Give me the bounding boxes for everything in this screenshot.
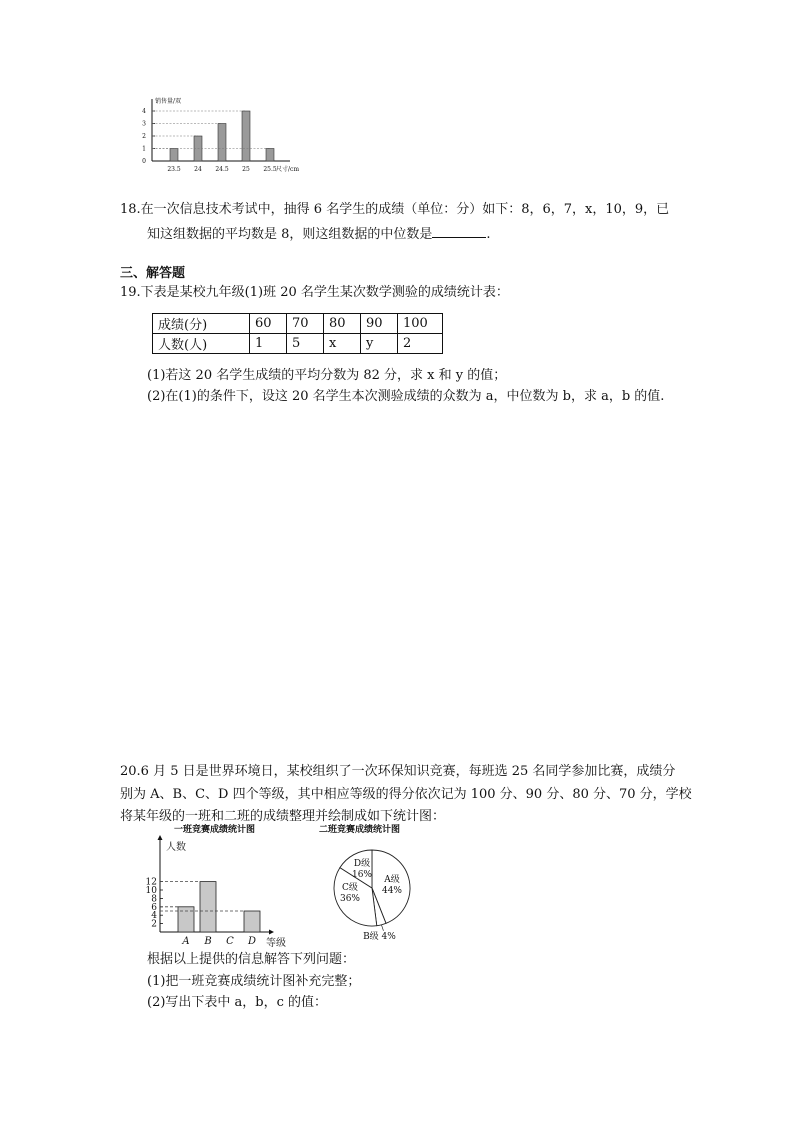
slice-c-pct: 36% bbox=[339, 894, 361, 904]
x-tick-label: A bbox=[182, 936, 190, 947]
table-cell: 100 bbox=[398, 314, 443, 334]
q20-after2: (1)把一班竞赛成绩统计图补充完整； bbox=[147, 974, 361, 989]
table-cell: 成绩(分) bbox=[153, 314, 250, 334]
section-title: 三、解答题 bbox=[120, 266, 186, 281]
q19-part2: (2)在(1)的条件下，设这 20 名学生本次测验成绩的众数为 a，中位数为 b，求 a，b 的值. bbox=[147, 389, 665, 404]
x-tick-label: D bbox=[247, 936, 257, 947]
q20-line1: 20.6 月 5 日是世界环境日，某校组织了一次环保知识竞赛，每班选 25 名同学参加比赛，成绩分 bbox=[120, 764, 676, 779]
x-axis-arrow bbox=[269, 930, 274, 935]
class2-chart-title: 二班竞赛成绩统计图 bbox=[319, 825, 401, 835]
y-axis-label: 人数 bbox=[166, 842, 186, 853]
y-axis-label: 销售量/双 bbox=[155, 98, 182, 105]
slice-a-label: A级 bbox=[384, 875, 400, 885]
bar bbox=[266, 149, 274, 162]
y-tick-label: 6 bbox=[151, 902, 157, 913]
class1-bar-chart bbox=[140, 822, 300, 948]
table-cell: y bbox=[361, 334, 398, 354]
x-tick-label: 23.5 bbox=[167, 166, 181, 173]
slice-d-pct: 16% bbox=[351, 870, 373, 880]
table-row bbox=[153, 314, 443, 334]
y-tick-label: 2 bbox=[151, 919, 157, 930]
x-axis-label: 尺寸/cm bbox=[276, 166, 300, 173]
bar bbox=[170, 149, 178, 162]
bar bbox=[178, 907, 194, 932]
y-tick-label: 8 bbox=[151, 894, 157, 905]
slice-c-label: C级 bbox=[342, 883, 358, 893]
q19-part1: (1)若这 20 名学生成绩的平均分数为 82 分，求 x 和 y 的值； bbox=[147, 368, 507, 383]
x-tick-label: 24.5 bbox=[215, 166, 229, 173]
y-tick-label: 4 bbox=[142, 108, 146, 115]
x-axis-label: 等级 bbox=[266, 938, 286, 948]
y-tick-label: 10 bbox=[145, 886, 157, 896]
q20-line2: 别为 A、B、C、D 四个等级，其中相应等级的得分依次记为 100 分、90 分、80 分、70 分，学校 bbox=[120, 787, 692, 802]
q18-line1: 18.在一次信息技术考试中，抽得 6 名学生的成绩（单位：分）如下：8，6，7，x，10，9，已 bbox=[120, 202, 670, 217]
q18-line2-end: . bbox=[486, 227, 491, 242]
callout-line bbox=[381, 925, 383, 931]
y-axis-arrow bbox=[158, 835, 163, 840]
table-cell: 70 bbox=[287, 314, 324, 334]
bar bbox=[200, 882, 216, 932]
answer-blank bbox=[432, 223, 486, 238]
q20-after3: (2)写出下表中 a，b，c 的值： bbox=[147, 995, 328, 1010]
q20-after1: 根据以上提供的信息解答下列问题： bbox=[147, 952, 356, 967]
q18-line2-text: 知这组数据的平均数是 8，则这组数据的中位数是 bbox=[147, 227, 433, 242]
bar bbox=[242, 111, 250, 161]
table-cell: 1 bbox=[250, 334, 287, 354]
bar bbox=[244, 911, 260, 932]
slice-d-label: D级 bbox=[353, 859, 371, 869]
x-tick-label: 24 bbox=[194, 166, 202, 173]
x-tick-label: 25 bbox=[242, 166, 250, 173]
table-row bbox=[153, 334, 443, 354]
x-tick-label: 25.5 bbox=[263, 166, 277, 173]
y-tick-label: 2 bbox=[142, 133, 146, 140]
y-tick-label: 1 bbox=[142, 145, 146, 153]
q18-line2 bbox=[147, 223, 491, 245]
x-tick-label: B bbox=[204, 936, 212, 947]
x-tick-label: C bbox=[226, 936, 234, 947]
table-cell: 60 bbox=[250, 314, 287, 334]
y-tick-label: 12 bbox=[145, 877, 157, 888]
q20-line3: 将某年级的一班和二班的成绩整理并绘制成如下统计图： bbox=[120, 809, 446, 824]
slice-a-pct: 44% bbox=[381, 886, 403, 896]
y-tick-label: 3 bbox=[142, 120, 146, 128]
table-cell: 90 bbox=[361, 314, 398, 334]
bar bbox=[218, 124, 226, 162]
y-tick-label: 0 bbox=[142, 158, 146, 165]
q19-score-table bbox=[152, 313, 443, 354]
shoe-sales-chart bbox=[138, 93, 308, 183]
table-cell: x bbox=[324, 334, 361, 354]
q19-intro: 19.下表是某校九年级(1)班 20 名学生某次数学测验的成绩统计表： bbox=[120, 285, 509, 300]
y-tick-label: 4 bbox=[151, 911, 157, 922]
table-cell: 80 bbox=[324, 314, 361, 334]
class1-chart-title: 一班竞赛成绩统计图 bbox=[174, 825, 256, 835]
table-cell: 2 bbox=[398, 334, 443, 354]
table-cell: 5 bbox=[287, 334, 324, 354]
table-cell: 人数(人) bbox=[153, 334, 250, 354]
class2-pie-chart bbox=[315, 822, 435, 948]
slice-b-label: B级 4% bbox=[363, 931, 396, 942]
